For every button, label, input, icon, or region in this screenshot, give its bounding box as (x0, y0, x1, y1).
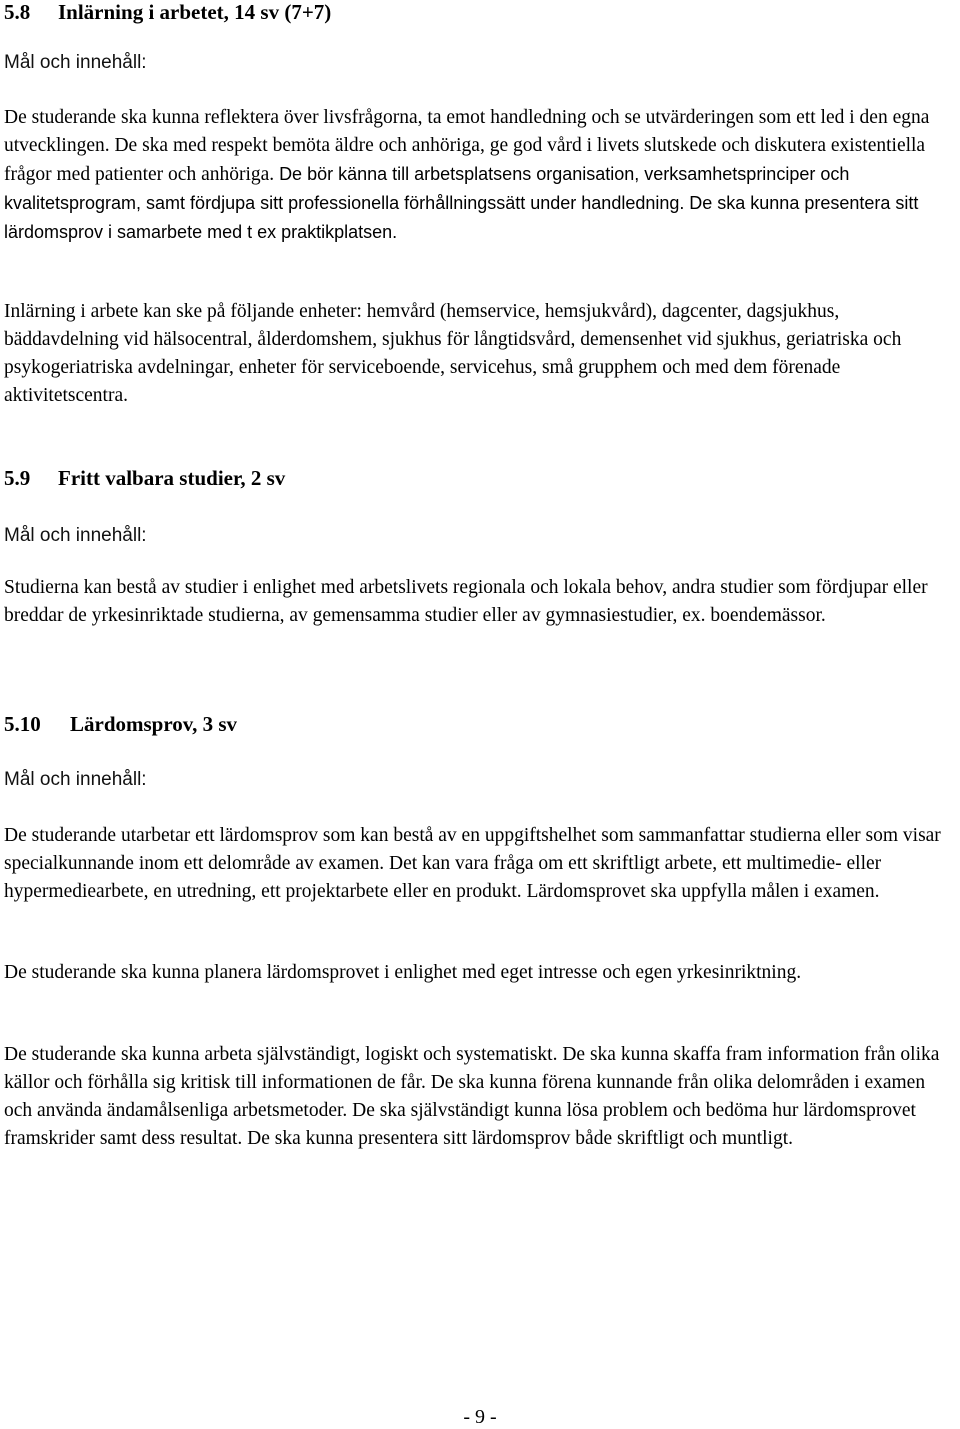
section-label: Mål och innehåll: (4, 769, 147, 790)
section-title: Fritt valbara studier, 2 sv (58, 466, 286, 490)
paragraph-sentence: De studerande ska kunna reflektera över livsfrågorna, ta emot handledning och se utvärderingen som ett led i den egna utvecklingen. De ska med respekt bemöta äldre och anhöriga, ge god vård i livets slutskede och diskutera existentiella frågor med patienter och anhöriga. (4, 107, 930, 185)
paragraph-sentence: De ska kunna presentera sitt lärdomsprov i samarbete med t ex praktikplatsen. (4, 193, 919, 242)
section-label: Mål och innehåll: (4, 525, 147, 546)
section-title: Inlärning i arbetet, 14 sv (7+7) (58, 0, 332, 24)
section-paragraph: De studerande utarbetar ett lärdomsprov som kan bestå av en uppgiftshelhet som sammanfattar studierna eller som visar specialkunnande inom ett delområde av examen. Det kan vara fråga om ett skriftligt arbete, ett multimedie- eller hypermediearbete, en utredning, ett projektarbete eller en produkt. Lärdomsprovet ska uppfylla målen i examen. (4, 825, 941, 902)
section-number: 5.9 (4, 466, 31, 490)
section-heading-5-9 (4, 466, 285, 490)
section-paragraph: Inlärning i arbete kan ske på följande enheter: hemvård (hemservice, hemsjukvård), dagcenter, dagsjukhus, bäddavdelning vid hälsocentral, ålderdomshem, sjukhus för långtidsvård, demensenhet vid sjukhus, geriatriska och psykogeriatriska avdelningar, enheter för serviceboende, servicehus, små grupphem och med dem förenade aktivitetscentra. (4, 301, 902, 406)
section-label: Mål och innehåll: (4, 52, 147, 73)
section-heading-5-10 (4, 712, 237, 736)
paragraph-sentence: De bör känna till arbetsplatsens organisation, verksamhetsprinciper och kvalitetsprogram, samt fördjupa sitt professionella förhållningssätt under handledning. (4, 164, 850, 213)
section-heading-5-8 (4, 0, 331, 24)
section-paragraph (4, 104, 956, 247)
section-paragraph: De studerande ska kunna planera lärdomsprovet i enlighet med eget intresse och egen yrkesinriktning. (4, 962, 802, 983)
page-number: - 9 - (463, 1406, 497, 1428)
section-number: 5.8 (4, 0, 31, 24)
section-title: Lärdomsprov, 3 sv (70, 712, 238, 736)
section-paragraph: De studerande ska kunna arbeta självständigt, logiskt och systematiskt. De ska kunna skaffa fram information från olika källor och förhålla sig kritisk till informationen de får. De ska kunna förena kunnande från olika delområden i examen och använda ändamålsenliga arbetsmetoder. De ska självständigt kunna lösa problem och bedöma hur lärdomsprovet framskrider samt dess resultat. De ska kunna presentera sitt lärdomsprov både skriftligt och muntligt. (4, 1044, 940, 1149)
section-number: 5.10 (4, 712, 41, 736)
section-paragraph: Studierna kan bestå av studier i enlighet med arbetslivets regionala och lokala behov, andra studier som fördjupar eller breddar de yrkesinriktade studierna, av gemensamma studier eller av gymnasiestudier, ex. boendemässor. (4, 577, 928, 626)
